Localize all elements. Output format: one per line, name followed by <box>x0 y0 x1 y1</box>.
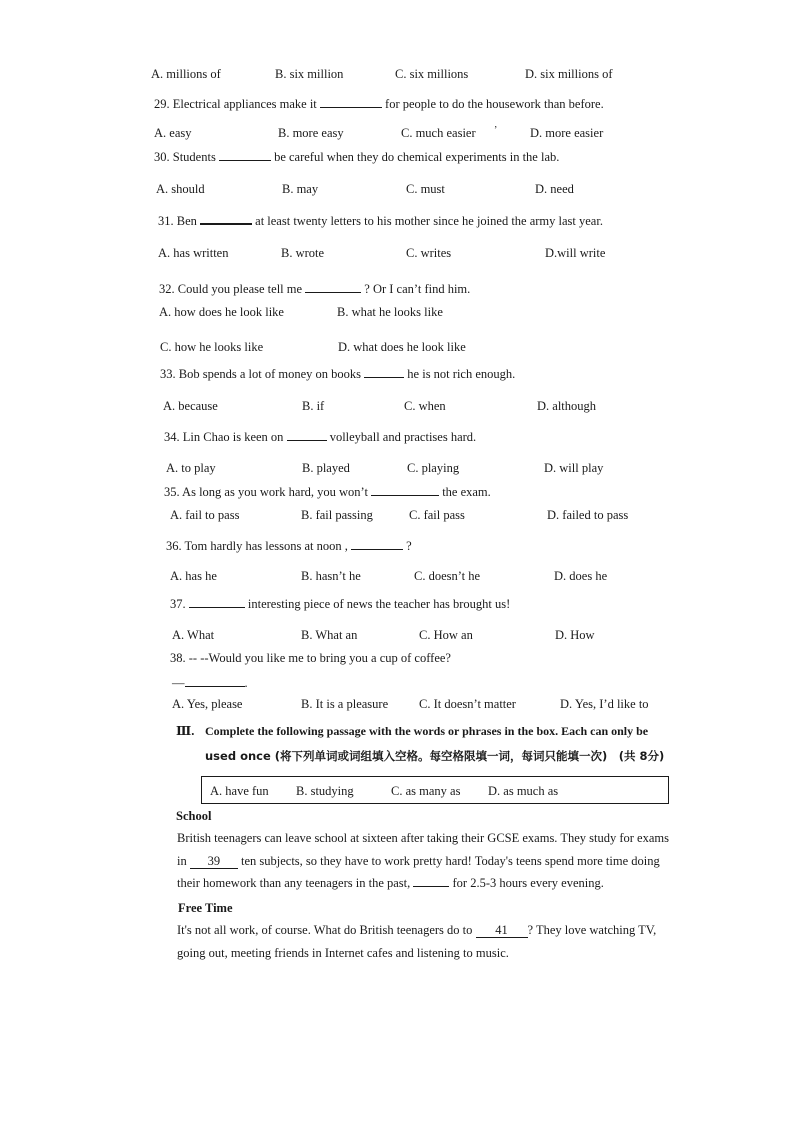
q34-stem <box>164 429 476 445</box>
q31-stem-start: 31. Ben <box>158 214 197 228</box>
q38-blank <box>185 675 245 687</box>
free-time-line-1 <box>177 919 719 942</box>
q37-option-b: B. What an <box>301 628 358 642</box>
q33-option-a: A. because <box>163 399 218 413</box>
q28-option-c: C. six millions <box>395 67 469 81</box>
q30-option-d: D. need <box>535 182 574 196</box>
q36-option-c: C. doesn’t he <box>414 569 481 583</box>
q29-blank <box>320 96 382 108</box>
q36-stem-end: ? <box>406 539 412 553</box>
q31-option-c: C. writes <box>406 246 452 260</box>
school-line-2-start: in <box>177 853 187 868</box>
q32-option-d: D. what does he look like <box>338 340 466 354</box>
heading-free-time: Free Time <box>178 901 233 915</box>
q37-stem <box>170 596 510 612</box>
q33-blank <box>364 366 404 378</box>
q38-option-a: A. Yes, please <box>172 697 243 711</box>
word-box-item-a: A. have fun <box>210 784 269 798</box>
section-3-instruction-line-1: Complete the following passage with the words or phrases in the box. Each can only be <box>205 724 649 738</box>
q35-stem <box>164 484 491 500</box>
heading-school: School <box>176 809 212 823</box>
q31-option-b: B. wrote <box>281 246 325 260</box>
q31-option-a: A. has written <box>158 246 229 260</box>
q28-option-b: B. six million <box>275 67 344 81</box>
school-line-3-end: for 2.5-3 hours every evening. <box>452 876 604 890</box>
q35-blank <box>371 484 439 496</box>
q33-stem-start: 33. Bob spends a lot of money on books <box>160 367 362 381</box>
q36-option-a: A. has he <box>170 569 217 583</box>
q38-reply-dash: — <box>172 676 185 690</box>
q38-option-d: D. Yes, I’d like to <box>560 697 649 711</box>
q37-stem-end: interesting piece of news the teacher has brought us! <box>247 597 511 611</box>
q32-option-b: B. what he looks like <box>337 305 443 319</box>
q33-stem <box>160 366 515 382</box>
q32-stem-start: 32. Could you please tell me <box>159 282 303 296</box>
q34-option-c: C. playing <box>407 461 460 475</box>
q33-stem-end: he is not rich enough. <box>407 367 516 381</box>
free-time-line-1-end: ? They love watching TV, <box>527 923 657 937</box>
word-box <box>201 776 669 804</box>
q32-blank <box>305 281 361 293</box>
q30-option-c: C. must <box>406 182 445 196</box>
q36-stem <box>166 538 412 554</box>
q29-stem-start: 29. Electrical appliances make it <box>154 97 317 111</box>
q31-stem <box>158 212 603 229</box>
school-line-3-start: their homework than any teenagers in the past, <box>177 876 411 890</box>
q38-stem: 38. -- --Would you like me to bring you a cup of coffee? <box>170 651 451 665</box>
q31-stem-end: at least twenty letters to his mother since he joined the army last year. <box>255 214 603 228</box>
q29-stray-mark: ’ <box>494 125 498 136</box>
word-box-item-c: C. as many as <box>391 784 461 798</box>
q28-option-a: A. millions of <box>151 67 221 81</box>
q37-blank <box>189 596 245 608</box>
q29-option-d: D. more easier <box>530 126 604 140</box>
q30-blank <box>219 149 271 161</box>
q34-stem-end: volleyball and practises hard. <box>329 430 477 444</box>
q35-option-c: C. fail pass <box>409 508 465 522</box>
q29-option-c: C. much easier <box>401 126 476 140</box>
q32-option-a: A. how does he look like <box>159 305 284 319</box>
blank-41: 41 <box>476 924 528 938</box>
q30-stem-start: 30. Students <box>154 150 216 164</box>
q30-option-b: B. may <box>282 182 319 196</box>
section-3-instruction-line-2: used once (将下列单词或词组填入空格。每空格限填一词，每词只能填一次) (共 8分) <box>205 749 665 763</box>
q35-option-a: A. fail to pass <box>170 508 240 522</box>
school-line-1: British teenagers can leave school at sixteen after taking their GCSE exams. They study for exams <box>177 831 669 845</box>
q33-option-c: C. when <box>404 399 446 413</box>
q34-option-d: D. will play <box>544 461 604 475</box>
word-box-item-b: B. studying <box>296 784 354 798</box>
free-time-paragraph <box>177 919 719 964</box>
q37-stem-start: 37. <box>170 597 186 611</box>
q28-option-d: D. six millions of <box>525 67 613 81</box>
q30-stem <box>154 149 559 165</box>
school-line-2-end: ten subjects, so they have to work pretty hard! Today's teens spend more time doing <box>240 853 660 868</box>
q36-option-d: D. does he <box>554 569 608 583</box>
q36-stem-start: 36. Tom hardly has lessons at noon , <box>166 539 348 553</box>
section-3-numeral: Ⅲ. <box>176 724 195 738</box>
q32-option-c: C. how he looks like <box>160 340 264 354</box>
q31-option-d: D.will write <box>545 246 606 260</box>
q34-option-b: B. played <box>302 461 350 475</box>
q29-stem-end: for people to do the housework than before. <box>385 97 604 111</box>
q33-option-d: D. although <box>537 399 597 413</box>
q32-stem <box>159 281 470 297</box>
q34-option-a: A. to play <box>166 461 216 475</box>
q35-option-d: D. failed to pass <box>547 508 629 522</box>
word-box-item-d: D. as much as <box>488 784 559 798</box>
school-line-2 <box>177 850 719 873</box>
q38-reply-line <box>172 675 248 691</box>
q36-blank <box>351 538 403 550</box>
q34-stem-start: 34. Lin Chao is keen on <box>164 430 284 444</box>
q38-option-b: B. It is a pleasure <box>301 697 389 711</box>
q35-stem-end: the exam. <box>442 485 491 499</box>
q37-option-a: A. What <box>172 628 215 642</box>
q29-option-b: B. more easy <box>278 126 344 140</box>
q30-stem-end: be careful when they do chemical experiments in the lab. <box>274 150 560 164</box>
school-paragraph <box>177 827 719 895</box>
q29-stem <box>154 96 604 112</box>
free-time-line-2: going out, meeting friends in Internet cafes and listening to music. <box>177 945 509 960</box>
blank-40 <box>413 875 449 887</box>
q29-option-a: A. easy <box>154 126 192 140</box>
q34-blank <box>287 429 327 441</box>
q38-option-c: C. It doesn’t matter <box>419 697 516 711</box>
q38-reply-end: . <box>244 676 248 690</box>
free-time-line-1-start: It's not all work, of course. What do British teenagers do to <box>177 923 473 937</box>
q31-blank <box>200 212 252 225</box>
q30-option-a: A. should <box>156 182 205 196</box>
q33-option-b: B. if <box>302 399 325 413</box>
q35-option-b: B. fail passing <box>301 508 373 522</box>
q35-stem-start: 35. As long as you work hard, you won’t <box>164 485 368 499</box>
q36-option-b: B. hasn’t he <box>301 569 361 583</box>
q37-option-c: C. How an <box>419 628 473 642</box>
blank-39: 39 <box>190 855 238 869</box>
q32-stem-end: ? Or I can’t find him. <box>364 282 471 296</box>
school-line-3 <box>177 872 719 895</box>
q37-option-d: D. How <box>555 628 595 642</box>
